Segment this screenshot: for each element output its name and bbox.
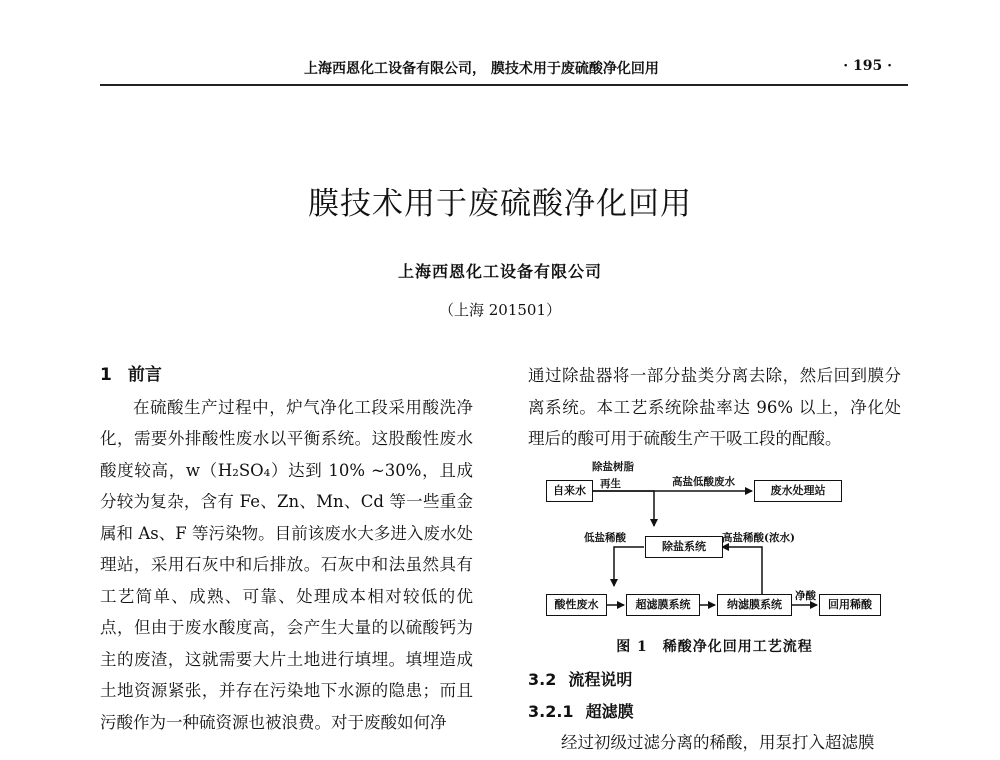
left-column xyxy=(100,360,473,738)
arrow-tapwater-to-desalination xyxy=(592,491,654,526)
page-number: · 195 · xyxy=(843,58,892,74)
section-number: 3.2.1 xyxy=(528,701,574,721)
right-column-lower xyxy=(528,664,901,759)
label-low-salt-dilute-acid: 低盐稀酸 xyxy=(584,532,626,544)
right-column xyxy=(528,360,901,455)
section-number: 1 xyxy=(100,365,112,385)
author-organization: 上海西恩化工设备有限公司 xyxy=(397,262,602,281)
label-high-salt-low-acid: 高盐低酸废水 xyxy=(672,476,735,488)
box-wastewater-station: 废水处理站 xyxy=(754,480,842,502)
running-header xyxy=(100,58,900,80)
label-regen: 再生 xyxy=(600,478,621,490)
section-title: 超滤膜 xyxy=(585,701,634,721)
box-desalination-system: 除盐系统 xyxy=(645,536,723,558)
label-resin: 除盐树脂 xyxy=(592,461,634,473)
label-high-salt-dilute-acid: 高盐稀酸(浓水) xyxy=(722,532,795,544)
continuation-paragraph: 通过除盐器将一部分盐类分离去除，然后回到膜分离系统。本工艺系统除盐率达 96% 以上，净化处理后的酸可用于硫酸生产干吸工段的配酸。 xyxy=(528,366,901,448)
section-3-2-heading xyxy=(528,664,901,696)
section-title: 流程说明 xyxy=(568,670,633,689)
arrow-high-salt-concentrate xyxy=(722,547,762,595)
article-title: 膜技术用于废硫酸净化回用 xyxy=(308,186,692,222)
label-clean-acid: 净酸 xyxy=(795,590,816,602)
figure-caption: 图 1 稀酸净化回用工艺流程 xyxy=(616,639,813,655)
running-title: 上海西恩化工设备有限公司， 膜技术用于废硫酸净化回用 xyxy=(304,61,659,77)
section-number: 3.2 xyxy=(528,670,557,689)
header-rule xyxy=(100,84,908,86)
box-nanofiltration: 纳滤膜系统 xyxy=(717,594,792,616)
box-dilute-acid-reuse: 回用稀酸 xyxy=(819,594,881,616)
box-ultrafiltration: 超滤膜系统 xyxy=(626,594,700,616)
author-address: （上海 201501） xyxy=(438,301,562,319)
box-acid-wastewater: 酸性废水 xyxy=(546,594,607,616)
section-3-2-1-heading xyxy=(528,696,901,728)
section-1-heading xyxy=(100,360,473,392)
arrow-low-salt-acid xyxy=(614,547,644,586)
section-1-paragraph: 在硫酸生产过程中，炉气净化工段采用酸洗净化，需要外排酸性废水以平衡系统。这股酸性废水酸度较高，w（H₂SO₄）达到 10% ~30%，且成分较为复杂，含有 Fe、Zn、Mn、Cd 等一些重金属和 As、F 等污染物。目前该废水大多进入废水处理站，采用石灰中和后排放。石灰中和法虽然具有工艺简单、成熟、可靠、处理成本相对较低的优点，但由于废水酸度高，会产生大量的以硫酸钙为主的废渣，这就需要大片土地进行填埋。填埋造成土地资源紧张，并存在污染地下水源的隐患；而且污酸作为一种硫资源也被浪费。对于废酸如何净 xyxy=(100,397,473,732)
box-tap-water: 自来水 xyxy=(546,480,593,502)
section-title: 前言 xyxy=(127,365,162,385)
section-3-2-1-paragraph: 经过初级过滤分离的稀酸，用泵打入超滤膜 xyxy=(561,733,875,752)
process-flow-diagram xyxy=(528,458,901,636)
